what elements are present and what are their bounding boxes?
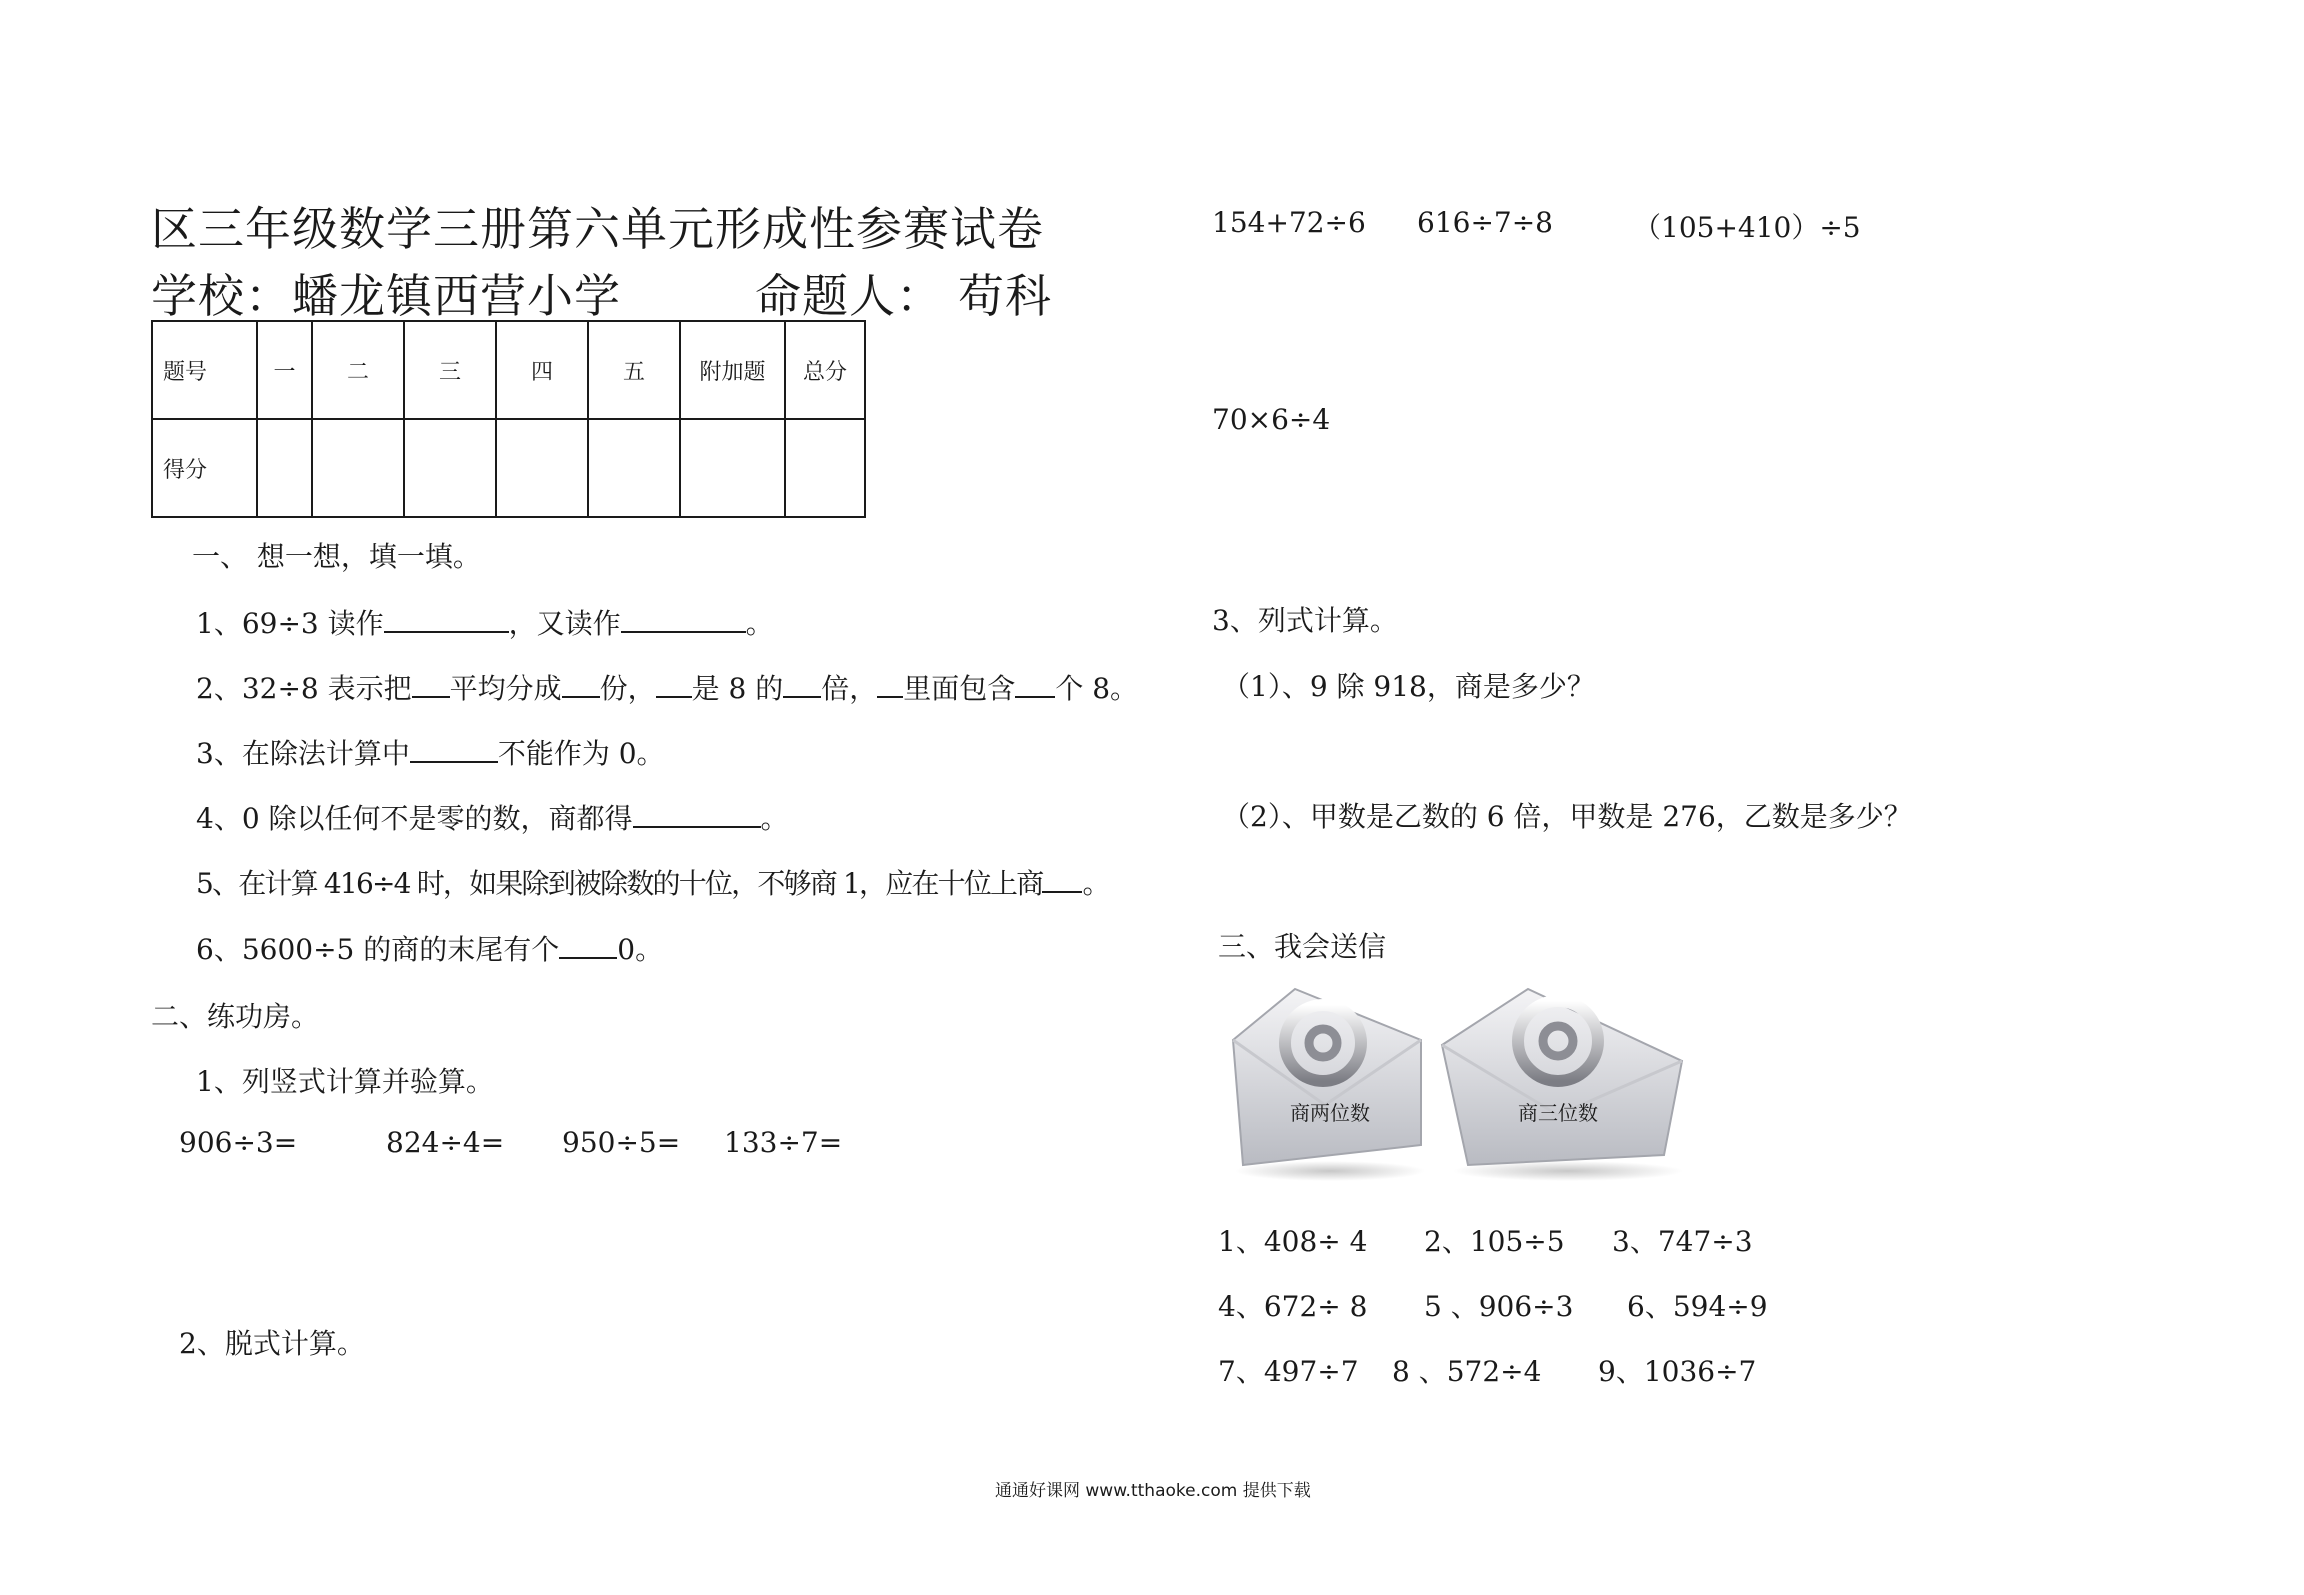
table-cell: 一 [257,321,312,419]
calc-item: 950÷5= [562,1126,681,1159]
answer-blank[interactable] [621,603,746,633]
table-cell: 三 [404,321,496,419]
score-entry-cell[interactable] [312,419,404,517]
division-item: 4、672÷ 8 [1218,1290,1368,1323]
section2-heading: 二、练功房。 [151,1000,320,1033]
question-text: 4、0 除以任何不是零的数，商都得 [196,802,633,835]
division-item: 1、408÷ 4 [1218,1225,1368,1258]
question-text: 倍， [821,672,878,705]
score-entry-cell[interactable] [257,419,312,517]
calc-item: 133÷7= [724,1126,843,1159]
table-cell: 四 [496,321,588,419]
table-cell: 二 [312,321,404,419]
question-5 [196,862,1109,902]
answer-blank[interactable] [562,668,600,698]
question-text: 里面包含 [903,672,1016,705]
question-1 [196,602,774,642]
question-text: 3、在除法计算中 [196,737,410,770]
division-item: 8 、572÷4 [1392,1355,1542,1388]
score-entry-cell[interactable] [588,419,680,517]
question-text: 。 [760,802,789,835]
answer-blank[interactable] [877,668,903,698]
question-text: 个 8。 [1055,672,1139,705]
division-item: 2、105÷5 [1424,1225,1565,1258]
question-text: 2、32÷8 表示把 [196,672,412,705]
score-table [151,320,866,518]
question-text: 6、5600÷5 的商的末尾有个 [196,933,560,966]
table-cell: 得分 [152,419,257,517]
answer-blank[interactable] [783,668,821,698]
table-cell: 五 [588,321,680,419]
calc-item: 824÷4= [386,1126,505,1159]
question-text: 平均分成 [449,672,562,705]
envelope-card-2 [1438,985,1688,1185]
footer-text: 通通好课网 www.tthaoke.com 提供下载 [995,1481,1311,1501]
envelope-icon [1225,985,1430,1185]
division-item: 7、497÷7 [1218,1355,1359,1388]
envelope-label: 商三位数 [1518,1101,1598,1125]
score-table-header-row [152,321,865,419]
table-cell: 总分 [785,321,865,419]
expression: 70×6÷4 [1212,403,1331,436]
expression: 616÷7÷8 [1417,206,1553,239]
score-entry-cell[interactable] [680,419,785,517]
question-text: 份， [599,672,656,705]
division-item: 3、747÷3 [1612,1225,1753,1258]
table-cell: 题号 [152,321,257,419]
division-item: 6、594÷9 [1627,1290,1768,1323]
expression: 154+72÷6 [1212,206,1366,239]
section-sub3: 3、列式计算。 [1212,604,1398,637]
author-name: 苟科 [958,269,1052,323]
table-cell: 附加题 [680,321,785,419]
exam-title: 区三年级数学三册第六单元形成性参赛试卷 [151,202,1044,256]
question-text: 1、69÷3 读作 [196,607,384,640]
section2-sub1: 1、列竖式计算并验算。 [196,1065,494,1098]
answer-blank[interactable] [1015,668,1055,698]
question-3 [196,732,665,772]
answer-blank[interactable] [633,798,761,828]
question-text: 不能作为 0。 [497,737,665,770]
question-text: 。 [1082,867,1109,900]
section2-sub2: 2、脱式计算。 [179,1327,365,1360]
score-table-score-row [152,419,865,517]
question-2 [196,667,1138,707]
score-entry-cell[interactable] [785,419,865,517]
word-problem-2: （2）、甲数是乙数的 6 倍，甲数是 276，乙数是多少？ [1222,800,1912,833]
division-item: 9、1036÷7 [1598,1355,1757,1388]
answer-blank[interactable] [656,668,692,698]
word-problem-1: （1）、9 除 918，商是多少？ [1222,670,1595,703]
question-4 [196,797,789,837]
question-text: 。 [745,607,774,640]
score-entry-cell[interactable] [496,419,588,517]
expression: （105+410）÷5 [1633,211,1861,244]
question-6 [196,928,663,968]
question-text: 是 8 的 [691,672,784,705]
author-label: 命题人： [755,269,943,323]
section1-heading: 一、 想一想，填一填。 [192,540,481,573]
envelope-label: 商两位数 [1290,1101,1370,1125]
envelope-icon [1438,985,1688,1185]
envelope-card-1 [1225,985,1430,1185]
division-item: 5 、906÷3 [1424,1290,1574,1323]
question-text: 0。 [617,933,664,966]
answer-blank[interactable] [410,733,498,763]
answer-blank[interactable] [559,929,617,959]
question-text: 5、在计算 416÷4 时，如果除到被除数的十位，不够商 1，应在十位上商 [196,867,1043,900]
score-entry-cell[interactable] [404,419,496,517]
school-label: 学校：蟠龙镇西营小学 [151,269,621,323]
answer-blank[interactable] [1042,863,1082,893]
question-text: ，又读作 [508,607,621,640]
answer-blank[interactable] [412,668,450,698]
calc-item: 906÷3= [179,1126,298,1159]
section3-heading: 三、我会送信 [1218,930,1387,963]
answer-blank[interactable] [384,603,509,633]
